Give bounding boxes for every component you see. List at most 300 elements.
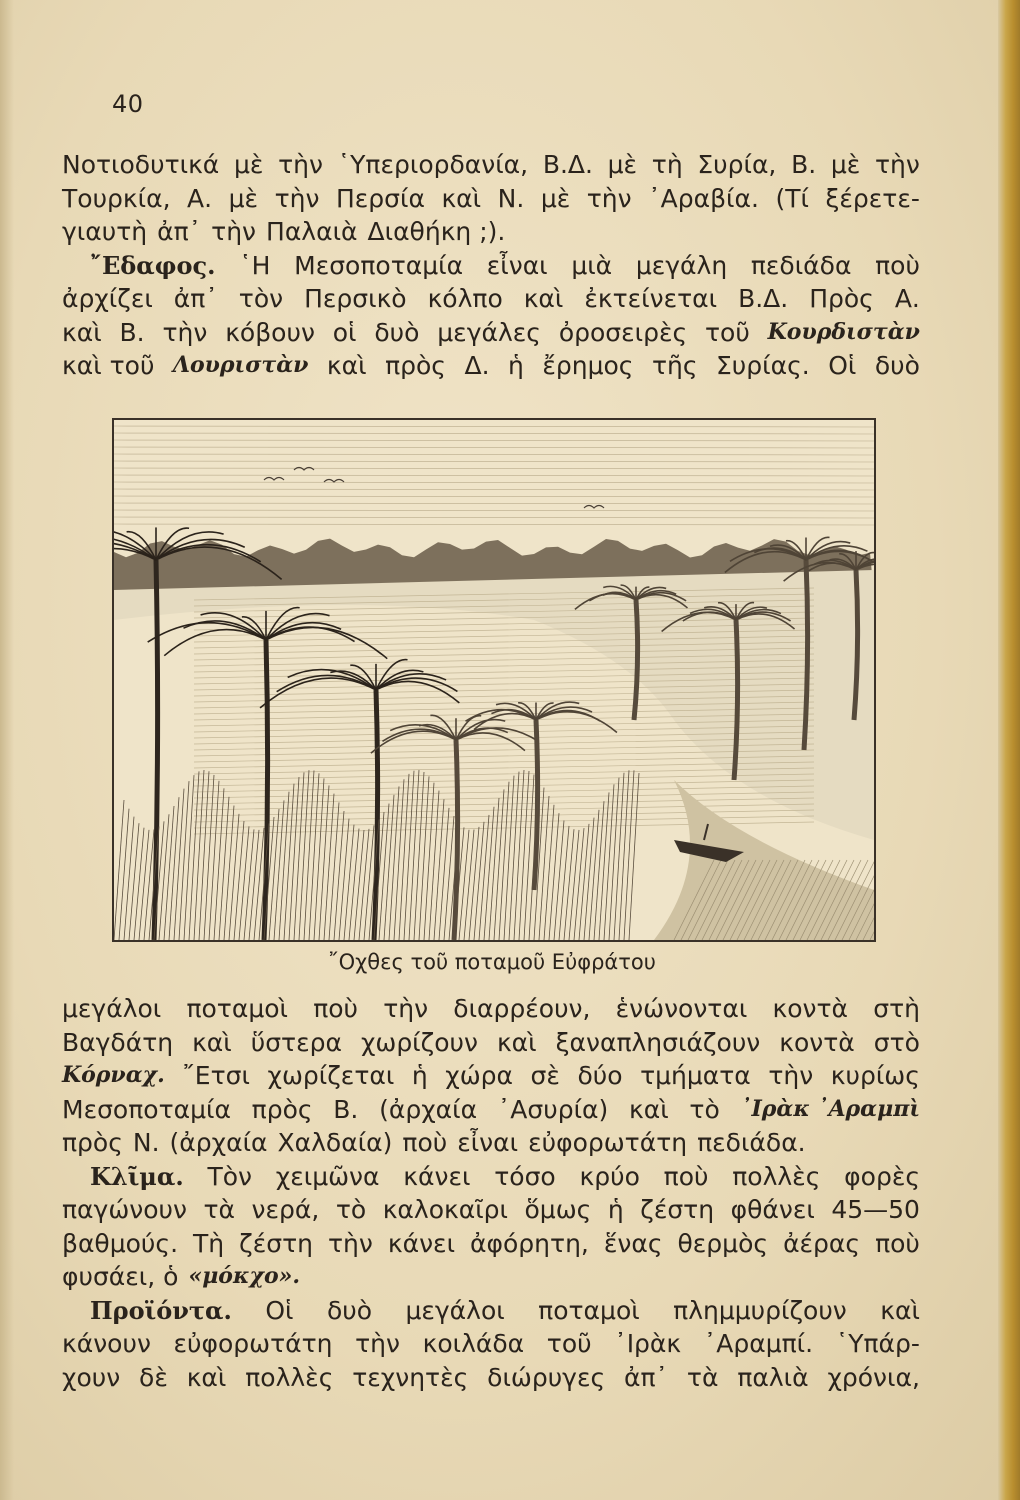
- foreground-foliage: [469, 827, 479, 940]
- word: νερά,: [251, 1195, 320, 1224]
- foreground-foliage: [319, 785, 329, 940]
- word: ἀέρας: [783, 1228, 861, 1258]
- foreground-foliage: [339, 819, 349, 940]
- euphrates-illustration: [112, 418, 876, 942]
- word: εὐφορωτάτη: [528, 1128, 688, 1157]
- word: τόσο: [494, 1161, 556, 1191]
- word: (ἀρχαία: [169, 1128, 268, 1157]
- foreground-foliage: [499, 782, 509, 940]
- word: ἀπ᾿: [157, 217, 202, 246]
- foreground-foliage: [549, 813, 559, 940]
- foreground-foliage: [349, 829, 359, 940]
- text-line: [62, 1160, 920, 1194]
- foreground-foliage: [334, 811, 344, 940]
- foreground-foliage: [404, 771, 414, 940]
- foreground-foliage: [244, 829, 254, 940]
- word: καὶ: [186, 1362, 227, 1392]
- word: Πρὸς: [809, 284, 874, 313]
- word: κάνουν: [62, 1329, 151, 1358]
- word: ῾Η: [239, 250, 271, 280]
- word: ἡ: [607, 1195, 624, 1224]
- text-line: [62, 249, 920, 283]
- foreground-foliage: [464, 830, 474, 940]
- word: πολλὲς: [732, 1161, 821, 1191]
- foreground-foliage: [344, 825, 354, 940]
- foreground-foliage: [474, 822, 484, 940]
- word: ᾿Ιρὰκ: [614, 1329, 682, 1358]
- word: καὶ: [441, 183, 482, 213]
- sky-hatch: [114, 447, 874, 448]
- foreground-foliage: [234, 821, 244, 940]
- palm-trunk: [154, 560, 158, 940]
- word: τὴν: [328, 1228, 373, 1258]
- word: χειμῶνα: [275, 1161, 380, 1191]
- foreground-foliage: [229, 814, 239, 940]
- foreground-foliage: [179, 781, 189, 940]
- sky-hatch: [114, 517, 874, 518]
- text-fragment: καὶ τοῦ: [62, 351, 155, 380]
- foreground-foliage: [519, 771, 529, 940]
- foreground-foliage: [274, 800, 284, 940]
- word: τὰ: [203, 1195, 235, 1224]
- foreground-foliage: [329, 802, 339, 940]
- water-hatch: [194, 768, 814, 780]
- sky-hatch: [114, 426, 874, 427]
- foreground-foliage: [459, 830, 469, 940]
- foreground-foliage: [564, 829, 574, 940]
- word: ξέρετε-: [825, 183, 920, 213]
- palm-frond: [456, 733, 525, 751]
- sky-hatch: [114, 489, 874, 490]
- word: ποὺ: [313, 994, 359, 1023]
- word: τεχνητὲς: [352, 1362, 469, 1392]
- text-block-top: [62, 148, 920, 383]
- text-line: [62, 1059, 920, 1093]
- text-line: [62, 992, 920, 1026]
- word: καὶ: [629, 1094, 669, 1124]
- page-number: 40: [112, 90, 144, 118]
- word: θερμὸς: [677, 1228, 769, 1258]
- word: ἔρημος: [542, 351, 634, 380]
- word: φθάνει: [730, 1195, 815, 1224]
- foreground-foliage: [239, 826, 249, 940]
- word: ᾿Ασυρία): [497, 1094, 609, 1124]
- word: τὴν: [874, 150, 920, 179]
- foreground-foliage: [129, 823, 139, 940]
- word: ῾Υπάρ-: [835, 1329, 920, 1358]
- word: ἀρχίζει: [62, 284, 153, 313]
- word: χουν: [62, 1362, 121, 1392]
- word: Α.: [894, 284, 920, 313]
- foreground-foliage: [589, 810, 599, 940]
- word: ὅμως: [524, 1195, 592, 1224]
- text-line: [62, 1294, 920, 1328]
- word: κόλπο: [427, 284, 503, 313]
- foreground-foliage: [554, 820, 564, 940]
- foreground-foliage: [419, 776, 429, 940]
- water-hatch: [194, 804, 814, 816]
- word: χωρίζεται: [267, 1061, 395, 1090]
- foreground-foliage: [429, 791, 439, 940]
- foreground-foliage: [489, 798, 499, 940]
- foreground-foliage: [569, 830, 579, 940]
- text-line: [62, 1361, 920, 1395]
- text-line: [62, 148, 920, 182]
- section-heading-climate: Κλῖμα.: [90, 1161, 184, 1191]
- word: Τὴ: [193, 1228, 225, 1258]
- water-hatch: [194, 774, 814, 786]
- foreground-foliage: [504, 776, 514, 940]
- word: στὸ: [873, 1027, 920, 1057]
- word: κάνει: [403, 1161, 471, 1191]
- word: τῆς: [651, 351, 698, 380]
- word: τοῦ: [705, 317, 750, 347]
- word: στὴ: [873, 994, 920, 1023]
- word: Τὸν: [207, 1161, 253, 1191]
- foreground-foliage: [389, 786, 399, 940]
- palm-trunk: [264, 640, 268, 940]
- word: Οἱ: [828, 351, 857, 380]
- word: πρὸς: [385, 351, 446, 380]
- wind-name-mokho: «μόκχο».: [188, 1263, 301, 1289]
- word: (ἀρχαία: [379, 1094, 478, 1124]
- word: ῾Υπεριορδανία,: [337, 150, 529, 179]
- foreground-foliage: [159, 814, 169, 940]
- text-line: [62, 1327, 920, 1361]
- word: Βαγδάτη: [62, 1027, 174, 1057]
- place-name-irak-arabi: ᾿Ιρὰκ ᾿Αραμπὶ: [740, 1095, 920, 1122]
- foreground-foliage: [434, 799, 444, 940]
- foreground-foliage: [284, 784, 294, 940]
- water-hatch: [194, 762, 814, 774]
- foreground-foliage: [119, 809, 129, 940]
- foreground-foliage: [309, 773, 319, 940]
- foreground-foliage: [439, 808, 449, 940]
- word: Περσία: [335, 183, 425, 213]
- foreground-foliage: [139, 830, 149, 940]
- foreground-foliage: [184, 775, 194, 940]
- word: μεγάλοι: [62, 994, 162, 1023]
- word: τὴν: [162, 317, 208, 347]
- foreground-foliage: [484, 807, 494, 940]
- foreground-foliage: [574, 828, 584, 940]
- foreground-foliage: [399, 774, 409, 940]
- word: ποταμοὶ: [186, 994, 288, 1023]
- word: μὲ: [607, 150, 638, 179]
- word: ποὺ: [875, 250, 920, 280]
- page-gutter-shadow: [0, 0, 14, 1500]
- word: Μεσοποταμία: [62, 1094, 231, 1124]
- word: τὴν: [355, 1329, 400, 1358]
- bird: [324, 480, 344, 483]
- word: ἐκτείνεται: [584, 284, 718, 313]
- word: τὴν: [278, 150, 323, 179]
- word: Χαλδαία): [277, 1128, 393, 1157]
- word: Β.: [119, 317, 145, 347]
- figure-caption: ῎Οχθες τοῦ ποταμοῦ Εὐφράτου: [328, 950, 656, 974]
- word: κυρίως: [830, 1061, 920, 1090]
- word: τμήματα: [640, 1061, 751, 1090]
- foreground-foliage: [409, 770, 419, 940]
- text-line: [62, 282, 920, 316]
- word: Β.Δ.: [738, 284, 789, 313]
- word: κρύο: [579, 1161, 640, 1191]
- word: Τουρκία,: [62, 183, 171, 213]
- foreground-foliage: [424, 783, 434, 940]
- word: ξαναπλησιάζουν: [555, 1027, 761, 1057]
- word: ἀφόρητη,: [470, 1228, 589, 1258]
- foreground-foliage: [544, 805, 554, 940]
- word: Διαθήκη ;).: [367, 217, 506, 246]
- foreground-foliage: [289, 777, 299, 940]
- word: ποὺ: [875, 1228, 920, 1258]
- foreground-foliage: [294, 772, 304, 940]
- text-line: [62, 1227, 920, 1261]
- word: μὲ: [830, 150, 861, 179]
- word: βαθμούς.: [62, 1228, 179, 1258]
- word: κοιλάδα: [422, 1329, 525, 1358]
- foreground-foliage: [194, 770, 204, 940]
- word: κάνει: [387, 1228, 456, 1258]
- foreground-foliage: [124, 817, 134, 940]
- word: τὴ: [651, 150, 683, 179]
- word: ζέστη: [640, 1195, 715, 1224]
- foreground-foliage: [249, 830, 259, 940]
- foreground-foliage: [494, 789, 504, 940]
- bird: [264, 478, 284, 481]
- word: Παλαιὰ: [266, 217, 358, 246]
- word: κόβουν: [225, 317, 315, 347]
- word: εἶναι: [486, 250, 548, 280]
- word: ζέστη: [239, 1228, 313, 1258]
- word: εἶναι: [457, 1128, 519, 1157]
- word: γιαυτὴ: [62, 217, 148, 246]
- word: ποταμοὶ: [538, 1295, 640, 1325]
- word: ᾿Αραβία.: [648, 183, 759, 213]
- page-edge: [998, 0, 1020, 1500]
- foreground-foliage: [539, 796, 549, 940]
- palm-frond: [536, 712, 617, 733]
- foreground-foliage: [354, 830, 364, 940]
- foreground-foliage: [214, 788, 224, 940]
- word: ῎Ετσι: [182, 1061, 250, 1090]
- foreground-foliage: [324, 794, 334, 940]
- word: (Τί: [775, 183, 809, 213]
- word: καὶ: [496, 1027, 537, 1057]
- word: κοντὰ: [779, 1027, 855, 1057]
- word: Περσικὸ: [304, 284, 407, 313]
- word: τὴν: [211, 217, 257, 246]
- word: Ν.: [132, 1128, 160, 1157]
- word: χωρίζουν: [360, 1027, 478, 1057]
- foreground-foliage: [314, 778, 324, 940]
- foreground-foliage: [189, 771, 199, 940]
- text-block-bottom: [62, 992, 920, 1394]
- word: Δ.: [464, 351, 490, 380]
- text-line: [62, 1260, 920, 1294]
- foreground-foliage: [394, 779, 404, 940]
- word: χρόνια,: [827, 1362, 920, 1392]
- word: τὸ: [689, 1094, 720, 1124]
- palm-frond: [266, 623, 341, 640]
- sky-hatch: [114, 524, 874, 525]
- word: πεδιάδα: [750, 250, 852, 280]
- word: καὶ: [523, 284, 564, 313]
- word: μιὰ: [571, 250, 613, 280]
- place-name-korna: Κόρναχ.: [62, 1062, 165, 1088]
- text-fragment: φυσάει, ὁ: [62, 1262, 179, 1291]
- foreground-foliage: [134, 828, 144, 940]
- palm-frond: [164, 630, 266, 656]
- place-name-kurdistan: Κουρδιστὰν: [767, 318, 920, 345]
- text-line: [62, 215, 920, 249]
- palm-frond: [266, 627, 387, 658]
- foreground-foliage: [199, 771, 209, 940]
- word: τὴν: [383, 994, 429, 1023]
- word: οἱ: [332, 317, 357, 347]
- word: τὰ: [686, 1362, 719, 1392]
- word: καλοκαῖρι: [382, 1195, 508, 1224]
- foreground-foliage: [174, 789, 184, 940]
- word: πεδιάδα.: [697, 1128, 806, 1157]
- word: φορὲς: [844, 1161, 920, 1191]
- word: μὲ: [233, 150, 264, 179]
- word: Νοτιοδυτικά: [62, 150, 220, 179]
- word: ὕστερα: [250, 1027, 342, 1057]
- bird: [584, 506, 604, 509]
- word: Β.: [333, 1094, 359, 1124]
- foreground-foliage: [359, 829, 369, 940]
- word: πρὸς: [251, 1094, 313, 1124]
- text-line: [62, 1126, 920, 1160]
- foreground-foliage: [384, 795, 394, 940]
- word: ὀροσειρὲς: [558, 317, 688, 347]
- word: τὴν: [768, 1061, 814, 1090]
- foreground-foliage: [114, 800, 124, 940]
- word: πολλὲς: [245, 1362, 334, 1392]
- foreground-foliage: [614, 773, 624, 940]
- word: καὶ: [880, 1295, 920, 1325]
- foreground-foliage: [599, 792, 609, 940]
- foreground-foliage: [514, 770, 524, 940]
- word: δύο: [577, 1061, 623, 1090]
- bird: [294, 468, 314, 471]
- word: ποὺ: [402, 1128, 448, 1157]
- sky-hatch: [114, 496, 874, 497]
- word: ἀπ᾿: [624, 1362, 669, 1392]
- foreground-foliage: [414, 772, 424, 940]
- foreground-foliage: [594, 801, 604, 940]
- word: ποὺ: [663, 1161, 709, 1191]
- word: ᾿Αραμπί.: [703, 1329, 814, 1358]
- word: σὲ: [530, 1061, 560, 1090]
- sky-hatch: [114, 433, 874, 434]
- word: τὴν: [586, 183, 632, 213]
- text-line: [62, 349, 920, 383]
- text-line: [62, 1026, 920, 1060]
- word: τὸ: [335, 1195, 367, 1224]
- foreground-foliage: [209, 781, 219, 940]
- word: δυὸ: [374, 317, 420, 347]
- word: μὲ: [540, 183, 571, 213]
- foreground-foliage: [584, 818, 594, 940]
- sky-hatch: [114, 482, 874, 483]
- word: εὐφορωτάτη: [173, 1329, 333, 1358]
- water-hatch: [194, 798, 814, 810]
- word: παλιὰ: [737, 1362, 809, 1392]
- word: ἀπ᾿: [173, 284, 218, 313]
- word: κοντὰ: [772, 994, 849, 1023]
- foreground-foliage: [269, 809, 279, 940]
- foreground-foliage: [169, 797, 179, 940]
- text-line: [62, 1193, 920, 1227]
- section-heading-terrain: ῎Εδαφος.: [90, 250, 216, 280]
- word: Μεσοποταμία: [294, 250, 464, 280]
- word: ἕνας: [603, 1228, 663, 1258]
- sky-hatch: [114, 461, 874, 462]
- word: τὴν: [274, 183, 320, 213]
- word: καὶ: [192, 1027, 232, 1057]
- word: Β.Δ.: [542, 150, 593, 179]
- sky-hatch: [114, 475, 874, 476]
- word: Α.: [187, 183, 213, 213]
- word: δυὸ: [326, 1295, 372, 1325]
- word: μεγάλες: [437, 317, 541, 347]
- foreground-foliage: [524, 775, 534, 940]
- word: Συρία,: [697, 150, 777, 179]
- word: Συρίας.: [716, 351, 810, 380]
- word: δυὸ: [874, 351, 920, 380]
- foreground-foliage: [629, 773, 639, 940]
- foreground-foliage: [579, 824, 589, 940]
- word: διαρρέουν,: [453, 994, 591, 1023]
- sky-hatch: [114, 503, 874, 504]
- word: χώρα: [445, 1061, 513, 1090]
- foreground-foliage: [224, 806, 234, 940]
- word: μεγάλοι: [405, 1295, 505, 1325]
- text-line: [62, 182, 920, 216]
- foreground-foliage: [164, 806, 174, 940]
- word: ἡ: [508, 351, 524, 380]
- word: τοῦ: [546, 1329, 592, 1358]
- word: τὸν: [238, 284, 284, 313]
- sky-hatch: [114, 510, 874, 511]
- word: ἡ: [411, 1061, 428, 1090]
- foreground-foliage: [509, 772, 519, 940]
- foreground-foliage: [444, 816, 454, 940]
- place-name-luristan: Λουριστὰν: [172, 352, 309, 378]
- sky-hatch: [114, 440, 874, 441]
- word: Οἱ: [265, 1295, 294, 1325]
- word: καὶ: [62, 317, 102, 347]
- word: ἑνώνονται: [615, 994, 748, 1023]
- foreground-foliage: [219, 797, 229, 940]
- word: Ν.: [497, 183, 525, 213]
- foreground-foliage: [204, 775, 214, 940]
- word: Β.: [791, 150, 817, 179]
- sky-hatch: [114, 468, 874, 469]
- word: πλημμυρίζουν: [673, 1295, 847, 1325]
- text-line: [62, 316, 920, 350]
- engraving-euphrates-banks: [114, 420, 874, 940]
- sky-hatch: [114, 454, 874, 455]
- word: 45—50: [831, 1195, 920, 1224]
- foreground-foliage: [479, 815, 489, 940]
- word: καὶ: [326, 351, 367, 380]
- foreground-foliage: [559, 826, 569, 940]
- word: πρὸς: [62, 1128, 123, 1157]
- text-line: [62, 1093, 920, 1127]
